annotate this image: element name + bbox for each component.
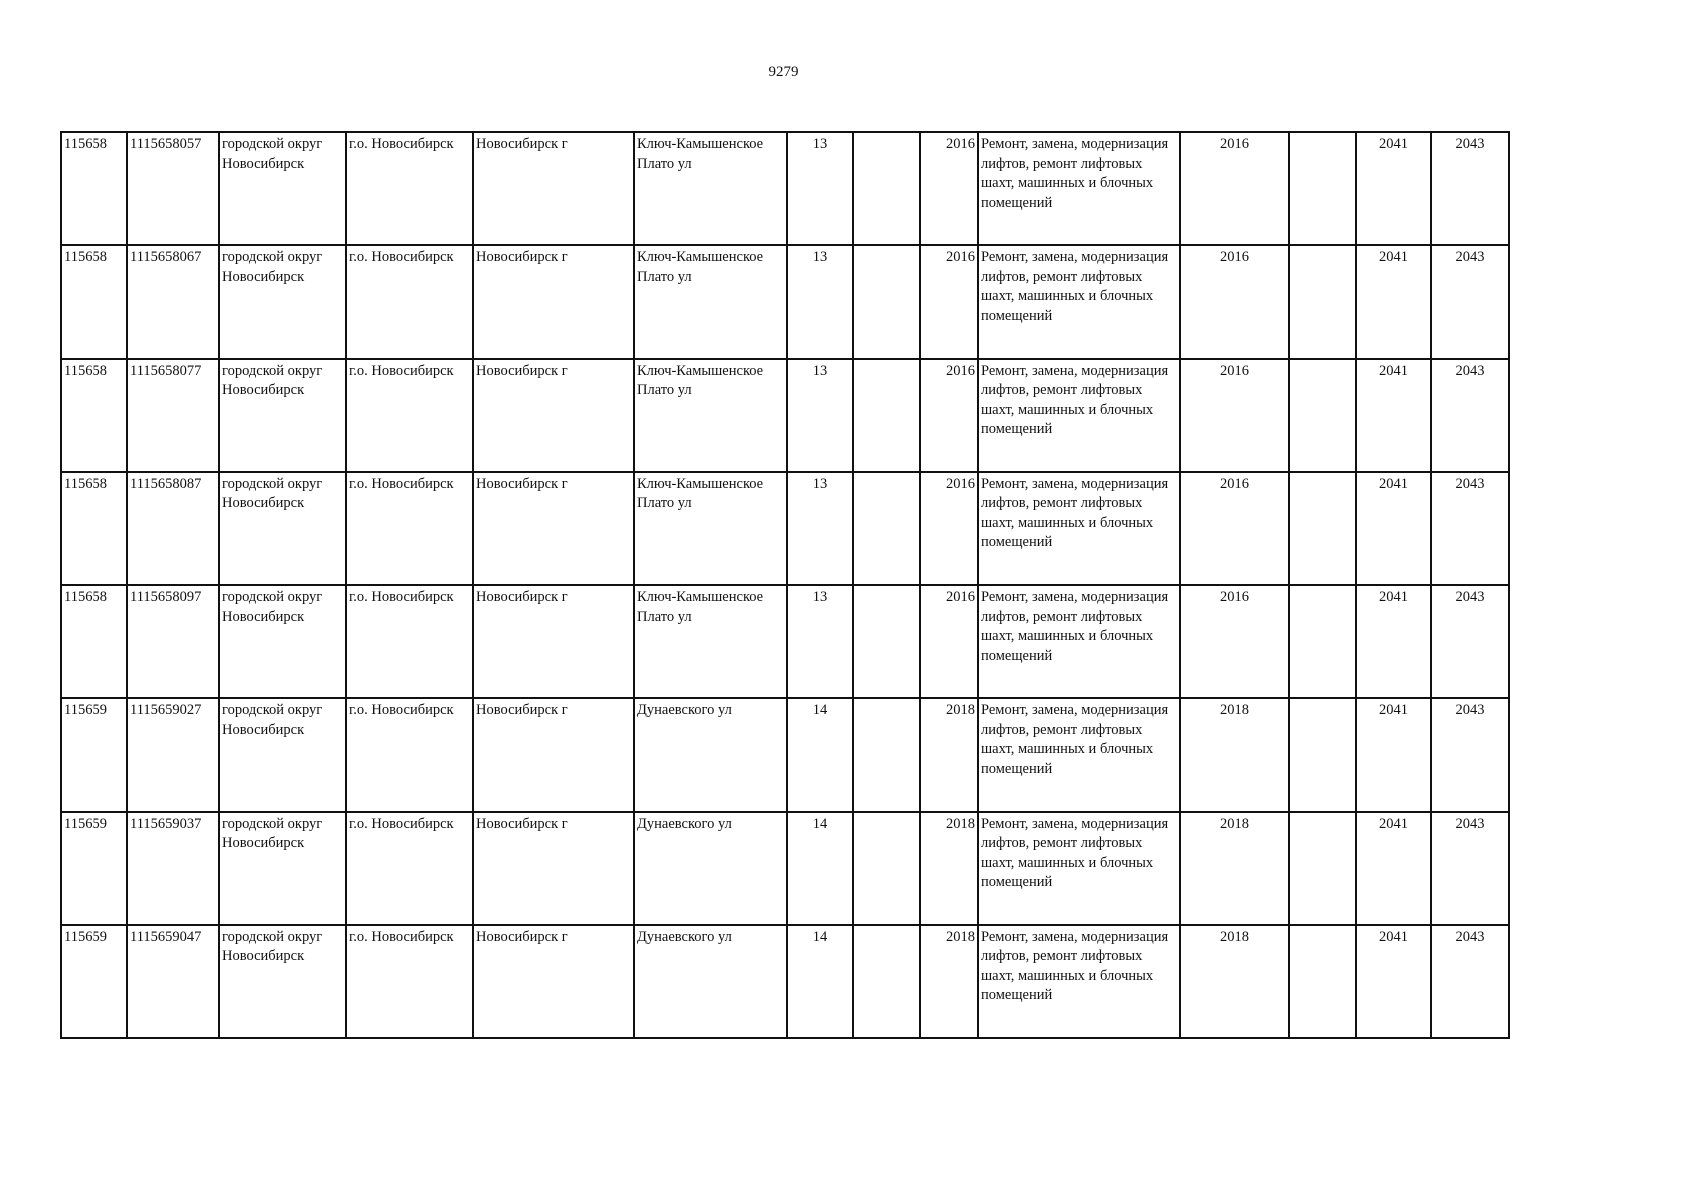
- cell-house-number: 13: [787, 359, 853, 472]
- cell-house-number: 13: [787, 585, 853, 698]
- table-row: [61, 132, 1509, 245]
- cell-street: Ключ-Камышенское Плато ул: [634, 472, 787, 585]
- table-row: [61, 925, 1509, 1038]
- table-row: [61, 812, 1509, 925]
- cell-year-built: 2016: [920, 585, 978, 698]
- cell-city: Новосибирск г: [473, 585, 634, 698]
- cell-plan-start: 2041: [1356, 132, 1431, 245]
- cell-empty: [1289, 925, 1356, 1038]
- cell-city: Новосибирск г: [473, 132, 634, 245]
- cell-street: Дунаевского ул: [634, 925, 787, 1038]
- cell-code: 115659: [61, 812, 127, 925]
- cell-city: Новосибирск г: [473, 245, 634, 358]
- table-row: [61, 585, 1509, 698]
- table-body: [61, 132, 1509, 1038]
- cell-code: 115659: [61, 698, 127, 811]
- cell-street: Ключ-Камышенское Плато ул: [634, 245, 787, 358]
- table-row: [61, 472, 1509, 585]
- cell-object-id: 1115658077: [127, 359, 219, 472]
- cell-building: [853, 132, 920, 245]
- cell-plan-end: 2043: [1431, 245, 1509, 358]
- cell-street: Дунаевского ул: [634, 698, 787, 811]
- cell-street: Ключ-Камышенское Плато ул: [634, 132, 787, 245]
- cell-year: 2018: [1180, 698, 1289, 811]
- cell-plan-end: 2043: [1431, 132, 1509, 245]
- register-table: [60, 131, 1510, 1039]
- cell-plan-end: 2043: [1431, 585, 1509, 698]
- cell-year: 2016: [1180, 585, 1289, 698]
- table-row: [61, 698, 1509, 811]
- cell-code: 115658: [61, 132, 127, 245]
- cell-municipality: городской округ Новосибирск: [219, 925, 346, 1038]
- cell-plan-start: 2041: [1356, 472, 1431, 585]
- cell-year-built: 2018: [920, 812, 978, 925]
- cell-settlement: г.о. Новосибирск: [346, 698, 473, 811]
- cell-object-id: 1115658087: [127, 472, 219, 585]
- cell-settlement: г.о. Новосибирск: [346, 925, 473, 1038]
- cell-plan-end: 2043: [1431, 472, 1509, 585]
- cell-empty: [1289, 472, 1356, 585]
- cell-city: Новосибирск г: [473, 698, 634, 811]
- cell-house-number: 14: [787, 812, 853, 925]
- cell-plan-start: 2041: [1356, 585, 1431, 698]
- cell-work-type: Ремонт, замена, модернизация лифтов, ремонт лифтовых шахт, машинных и блочных помещений: [978, 812, 1180, 925]
- cell-code: 115658: [61, 359, 127, 472]
- cell-plan-start: 2041: [1356, 925, 1431, 1038]
- cell-plan-end: 2043: [1431, 925, 1509, 1038]
- cell-settlement: г.о. Новосибирск: [346, 472, 473, 585]
- cell-year: 2016: [1180, 472, 1289, 585]
- cell-building: [853, 585, 920, 698]
- cell-municipality: городской округ Новосибирск: [219, 585, 346, 698]
- cell-year-built: 2018: [920, 925, 978, 1038]
- cell-settlement: г.о. Новосибирск: [346, 245, 473, 358]
- cell-year-built: 2016: [920, 132, 978, 245]
- cell-empty: [1289, 245, 1356, 358]
- cell-work-type: Ремонт, замена, модернизация лифтов, ремонт лифтовых шахт, машинных и блочных помещений: [978, 925, 1180, 1038]
- cell-house-number: 14: [787, 925, 853, 1038]
- cell-empty: [1289, 698, 1356, 811]
- cell-city: Новосибирск г: [473, 812, 634, 925]
- cell-work-type: Ремонт, замена, модернизация лифтов, ремонт лифтовых шахт, машинных и блочных помещений: [978, 245, 1180, 358]
- cell-plan-end: 2043: [1431, 698, 1509, 811]
- cell-empty: [1289, 585, 1356, 698]
- cell-building: [853, 812, 920, 925]
- cell-year-built: 2016: [920, 245, 978, 358]
- cell-plan-start: 2041: [1356, 698, 1431, 811]
- cell-year-built: 2016: [920, 472, 978, 585]
- cell-code: 115658: [61, 245, 127, 358]
- cell-year: 2018: [1180, 925, 1289, 1038]
- cell-municipality: городской округ Новосибирск: [219, 812, 346, 925]
- cell-work-type: Ремонт, замена, модернизация лифтов, ремонт лифтовых шахт, машинных и блочных помещений: [978, 585, 1180, 698]
- cell-municipality: городской округ Новосибирск: [219, 132, 346, 245]
- cell-settlement: г.о. Новосибирск: [346, 132, 473, 245]
- cell-code: 115658: [61, 472, 127, 585]
- cell-plan-start: 2041: [1356, 359, 1431, 472]
- cell-plan-end: 2043: [1431, 812, 1509, 925]
- cell-object-id: 1115659047: [127, 925, 219, 1038]
- cell-code: 115659: [61, 925, 127, 1038]
- cell-work-type: Ремонт, замена, модернизация лифтов, ремонт лифтовых шахт, машинных и блочных помещений: [978, 472, 1180, 585]
- cell-street: Дунаевского ул: [634, 812, 787, 925]
- cell-street: Ключ-Камышенское Плато ул: [634, 585, 787, 698]
- cell-settlement: г.о. Новосибирск: [346, 585, 473, 698]
- cell-year-built: 2018: [920, 698, 978, 811]
- cell-object-id: 1115658067: [127, 245, 219, 358]
- cell-municipality: городской округ Новосибирск: [219, 245, 346, 358]
- cell-building: [853, 245, 920, 358]
- cell-city: Новосибирск г: [473, 925, 634, 1038]
- cell-settlement: г.о. Новосибирск: [346, 359, 473, 472]
- table-row: [61, 245, 1509, 358]
- cell-work-type: Ремонт, замена, модернизация лифтов, ремонт лифтовых шахт, машинных и блочных помещений: [978, 359, 1180, 472]
- cell-settlement: г.о. Новосибирск: [346, 812, 473, 925]
- cell-plan-start: 2041: [1356, 245, 1431, 358]
- page-number: 9279: [768, 64, 799, 80]
- cell-house-number: 13: [787, 132, 853, 245]
- table-row: [61, 359, 1509, 472]
- cell-year-built: 2016: [920, 359, 978, 472]
- cell-house-number: 13: [787, 472, 853, 585]
- cell-object-id: 1115659037: [127, 812, 219, 925]
- cell-municipality: городской округ Новосибирск: [219, 698, 346, 811]
- cell-object-id: 1115659027: [127, 698, 219, 811]
- cell-building: [853, 925, 920, 1038]
- cell-object-id: 1115658097: [127, 585, 219, 698]
- cell-building: [853, 472, 920, 585]
- cell-work-type: Ремонт, замена, модернизация лифтов, ремонт лифтовых шахт, машинных и блочных помещений: [978, 698, 1180, 811]
- cell-plan-start: 2041: [1356, 812, 1431, 925]
- cell-building: [853, 359, 920, 472]
- cell-work-type: Ремонт, замена, модернизация лифтов, ремонт лифтовых шахт, машинных и блочных помещений: [978, 132, 1180, 245]
- cell-empty: [1289, 132, 1356, 245]
- cell-city: Новосибирск г: [473, 472, 634, 585]
- cell-municipality: городской округ Новосибирск: [219, 472, 346, 585]
- cell-year: 2018: [1180, 812, 1289, 925]
- cell-house-number: 13: [787, 245, 853, 358]
- cell-house-number: 14: [787, 698, 853, 811]
- cell-building: [853, 698, 920, 811]
- cell-plan-end: 2043: [1431, 359, 1509, 472]
- cell-code: 115658: [61, 585, 127, 698]
- cell-empty: [1289, 812, 1356, 925]
- cell-object-id: 1115658057: [127, 132, 219, 245]
- cell-city: Новосибирск г: [473, 359, 634, 472]
- cell-year: 2016: [1180, 359, 1289, 472]
- cell-empty: [1289, 359, 1356, 472]
- cell-year: 2016: [1180, 245, 1289, 358]
- cell-street: Ключ-Камышенское Плато ул: [634, 359, 787, 472]
- cell-year: 2016: [1180, 132, 1289, 245]
- cell-municipality: городской округ Новосибирск: [219, 359, 346, 472]
